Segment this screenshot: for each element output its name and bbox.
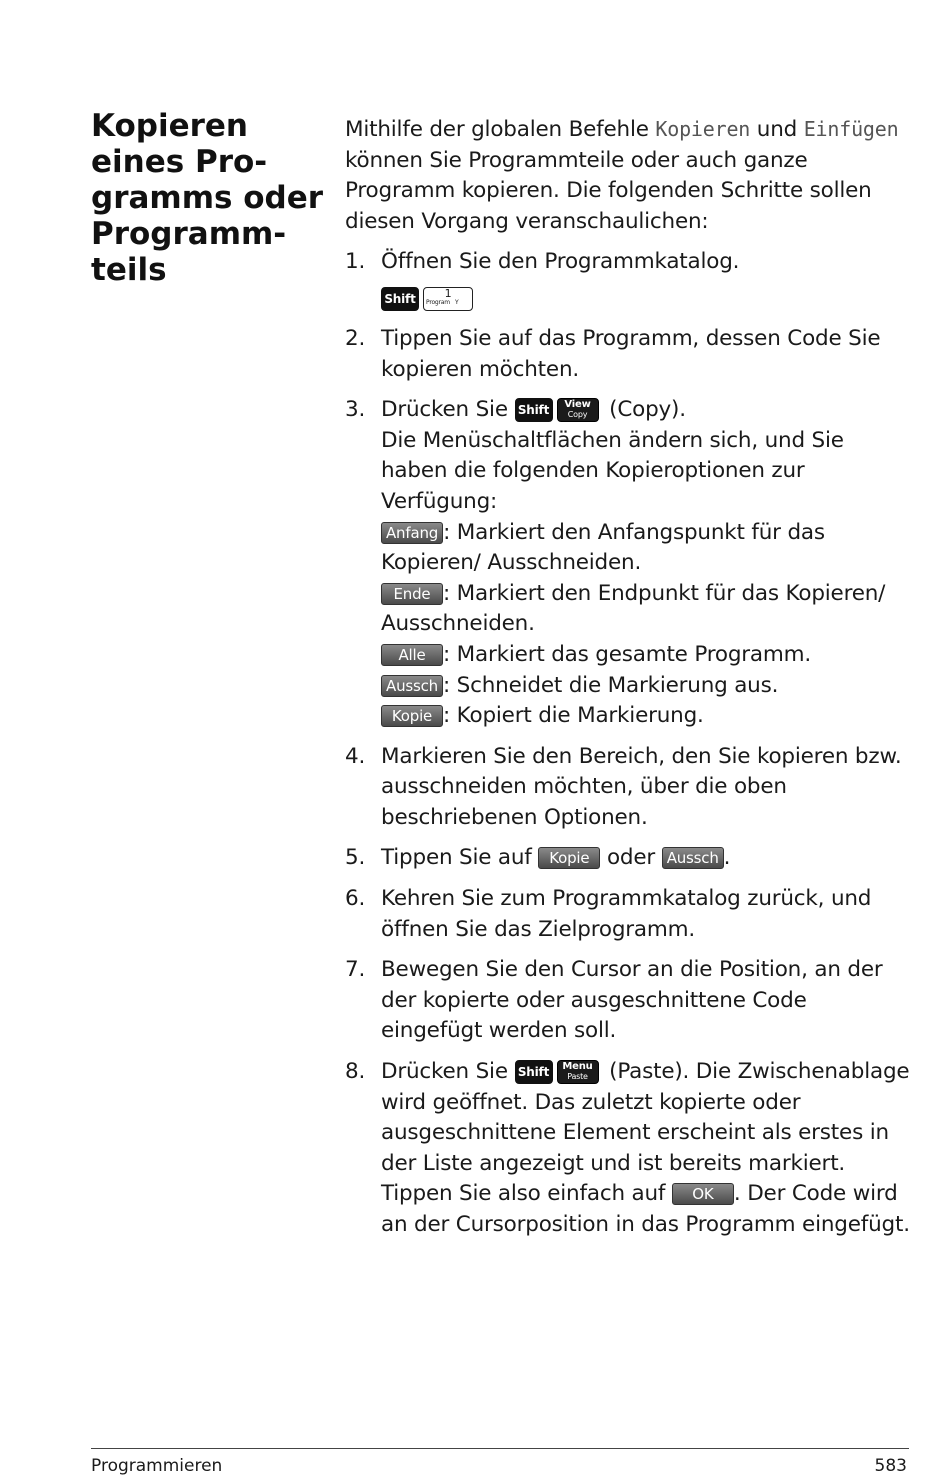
step-text: Bewegen Sie den Cursor an die Position, an der der kopierte oder ausgeschnittene Code eingefügt werden soll. [381, 957, 883, 1044]
program-key-icon [423, 287, 473, 311]
ok-button-icon: OK [672, 1183, 734, 1205]
heading-line: eines Pro- [91, 144, 268, 180]
key-sequence [381, 284, 910, 314]
kopie-button-icon: Kopie [381, 705, 443, 727]
aussch-button-icon: Aussch [662, 847, 724, 869]
key-sublabel-left: Program [426, 298, 450, 306]
heading-line: Programm- [91, 216, 287, 252]
step-text-part: Drücken Sie [381, 397, 515, 423]
shift-key-icon: Shift [515, 398, 553, 422]
main-content [345, 114, 910, 1251]
command-kopieren: Kopieren [655, 117, 751, 141]
aussch-button-icon: Aussch [381, 675, 443, 697]
step-number: 1. [345, 249, 366, 275]
step-6 [345, 884, 910, 945]
option-text: : Kopiert die Markierung. [443, 703, 704, 729]
option-anfang [381, 518, 910, 579]
key-label: View [564, 399, 591, 411]
option-ende [381, 579, 910, 640]
heading-line: gramms oder [91, 180, 324, 216]
key-sublabel: Copy [567, 410, 588, 420]
step-text-part: Drücken Sie [381, 1059, 515, 1085]
step-description: Die Menüschaltflächen ändern sich, und Sie haben die folgenden Kopieroptionen zur Verfügung: [381, 427, 844, 514]
page-number: 583 [874, 1456, 907, 1476]
key-sublabel-right: Y [455, 298, 459, 306]
step-text-part: oder [600, 845, 662, 871]
step-text [381, 395, 910, 426]
step-text-part: (Paste). Die Zwischenablage wird geöffnet. Das zuletzt kopierte oder ausgeschnittene Element erscheint als erstes in der Liste angezeigt und ist bereits markiert. Tippen Sie also einfach auf [381, 1059, 910, 1207]
key-label: Menu [562, 1061, 593, 1073]
step-text: Markieren Sie den Bereich, den Sie kopieren bzw. ausschneiden möchten, über die oben beschriebenen Optionen. [381, 743, 902, 830]
step-text-part: . Der Code wird an der Cursorposition in das Programm eingefügt. [381, 1181, 910, 1237]
key-label: 1 [444, 286, 452, 300]
step-8 [345, 1057, 910, 1241]
step-number: 5. [345, 845, 366, 871]
step-text-part: Tippen Sie auf [381, 845, 539, 871]
step-number: 4. [345, 743, 366, 769]
anfang-button-icon: Anfang [381, 522, 443, 544]
key-sublabel [424, 299, 472, 307]
option-aussch [381, 671, 910, 702]
option-text: : Markiert das gesamte Programm. [443, 641, 812, 667]
heading-line: teils [91, 252, 167, 288]
option-text: : Schneidet die Markierung aus. [443, 672, 779, 698]
step-text-part: (Copy). [602, 397, 686, 423]
step-text: Tippen Sie auf das Programm, dessen Code Sie kopieren möchten. [381, 325, 881, 382]
step-text-part: . [723, 845, 731, 871]
option-kopie [381, 701, 910, 732]
option-text: : Markiert den Endpunkt für das Kopieren/ Ausschneiden. [381, 580, 886, 637]
step-1 [345, 247, 910, 314]
intro-paragraph [345, 114, 910, 237]
section-heading [91, 108, 324, 288]
intro-text: Mithilfe der globalen Befehle [345, 117, 656, 142]
intro-text: können Sie Programmteile oder auch ganze Programm kopieren. Die folgenden Schritte sollen diesen Vorgang veranschaulichen: [345, 147, 872, 234]
step-number: 6. [345, 886, 366, 912]
heading-line: Kopieren [91, 108, 248, 144]
shift-key-icon: Shift [381, 287, 419, 311]
step-3 [345, 395, 910, 732]
option-text: : Markiert den Anfangspunkt für das Kopieren/ Ausschneiden. [381, 519, 825, 576]
ende-button-icon: Ende [381, 583, 443, 605]
menu-paste-key-icon [557, 1060, 599, 1084]
footer-divider [91, 1448, 909, 1449]
command-einfuegen: Einfügen [803, 117, 899, 141]
step-text: Öffnen Sie den Programmkatalog. [381, 249, 740, 275]
kopie-button-icon: Kopie [538, 847, 600, 869]
step-text [381, 843, 910, 874]
key-sublabel: Paste [567, 1072, 588, 1082]
footer-section: Programmieren [91, 1456, 223, 1476]
step-number: 8. [345, 1059, 366, 1085]
step-2 [345, 324, 910, 385]
option-alle [381, 640, 910, 671]
step-number: 2. [345, 325, 366, 351]
view-copy-key-icon [557, 398, 599, 422]
step-number: 7. [345, 957, 366, 983]
shift-key-icon: Shift [515, 1060, 553, 1084]
step-5 [345, 843, 910, 874]
step-4 [345, 742, 910, 834]
alle-button-icon: Alle [381, 644, 443, 666]
step-7 [345, 955, 910, 1047]
step-text: Kehren Sie zum Programmkatalog zurück, und öffnen Sie das Zielprogramm. [381, 886, 872, 942]
step-number: 3. [345, 397, 366, 423]
intro-text: und [750, 117, 804, 142]
step-text [381, 1057, 910, 1241]
